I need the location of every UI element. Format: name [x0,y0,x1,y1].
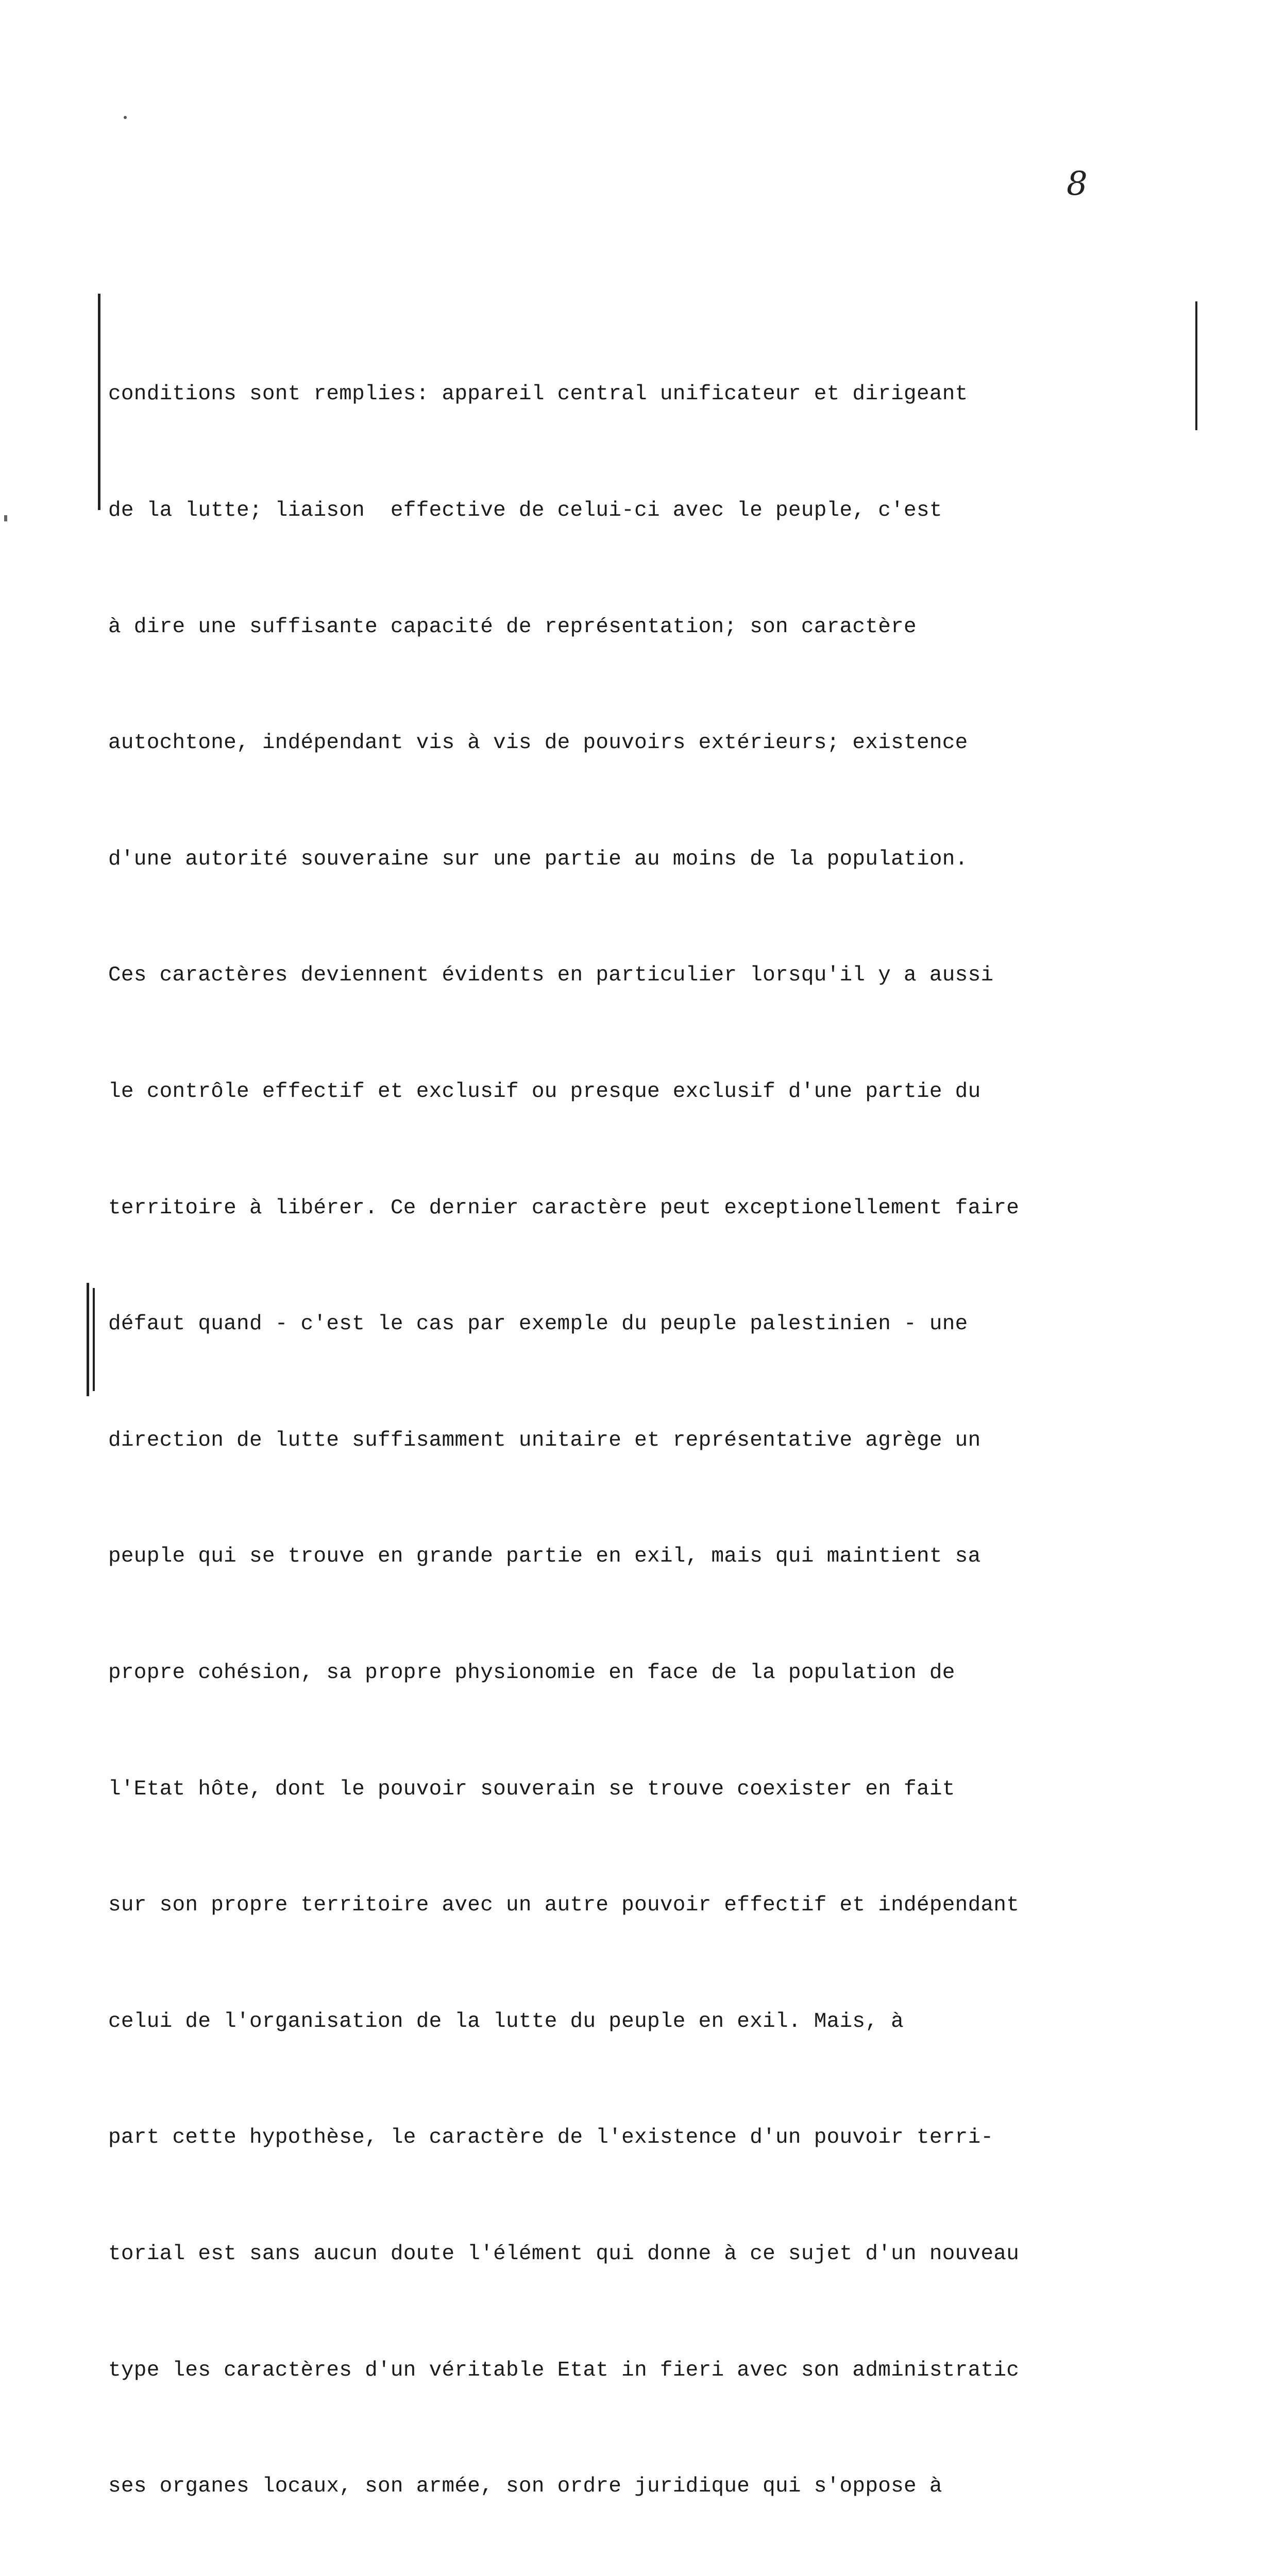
stray-mark [4,515,7,521]
margin-mark-left [87,1283,89,1396]
text-line: celui de l'organisation de la lutte du peuple en exil. Mais, à [108,2009,904,2033]
text-line: conditions sont remplies: appareil central unificateur et dirigeant [108,382,968,406]
margin-mark-left [98,294,100,510]
text-line: direction de lutte suffisamment unitaire et représentative agrège un [108,1428,981,1452]
text-line: l'Etat hôte, dont le pouvoir souverain se trouve coexister en fait [108,1777,955,1801]
text-line: le contrôle effectif et exclusif ou presque exclusif d'une partie du [108,1079,981,1104]
text-line: à dire une suffisante capacité de représentation; son caractère [108,615,917,639]
text-line: type les caractères d'un véritable Etat in fieri avec son administratic [108,2358,1020,2382]
body-text [108,298,1242,2576]
text-line: torial est sans aucun doute l'élément qui donne à ce sujet d'un nouveau [108,2242,1020,2266]
text-line: territoire à libérer. Ce dernier caractère peut exceptionellement faire [108,1196,1020,1220]
margin-mark-left [93,1288,95,1391]
page-number: 8 [1067,165,1088,203]
text-line: de la lutte; liaison effective de celui-ci avec le peuple, c'est [108,499,942,522]
text-line: ses organes locaux, son armée, son ordre juridique qui s'oppose à [108,2475,942,2499]
text-line: peuple qui se trouve en grande partie en exil, mais qui maintient sa [108,1545,981,1569]
text-line: défaut quand - c'est le cas par exemple du peuple palestinien - une [108,1312,968,1336]
text-line: propre cohésion, sa propre physionomie en face de la population de [108,1660,955,1685]
text-line: sur son propre territoire avec un autre pouvoir effectif et indépendant [108,1893,1020,1918]
text-line: part cette hypothèse, le caractère de l'existence d'un pouvoir terri- [108,2126,994,2150]
text-line: Ces caractères deviennent évidents en particulier lorsqu'il y a aussi [108,963,994,988]
text-line: d'une autorité souveraine sur une partie au moins de la population. [108,847,968,871]
stray-mark [124,116,127,119]
text-line: autochtone, indépendant vis à vis de pouvoirs extérieurs; existence [108,731,968,755]
